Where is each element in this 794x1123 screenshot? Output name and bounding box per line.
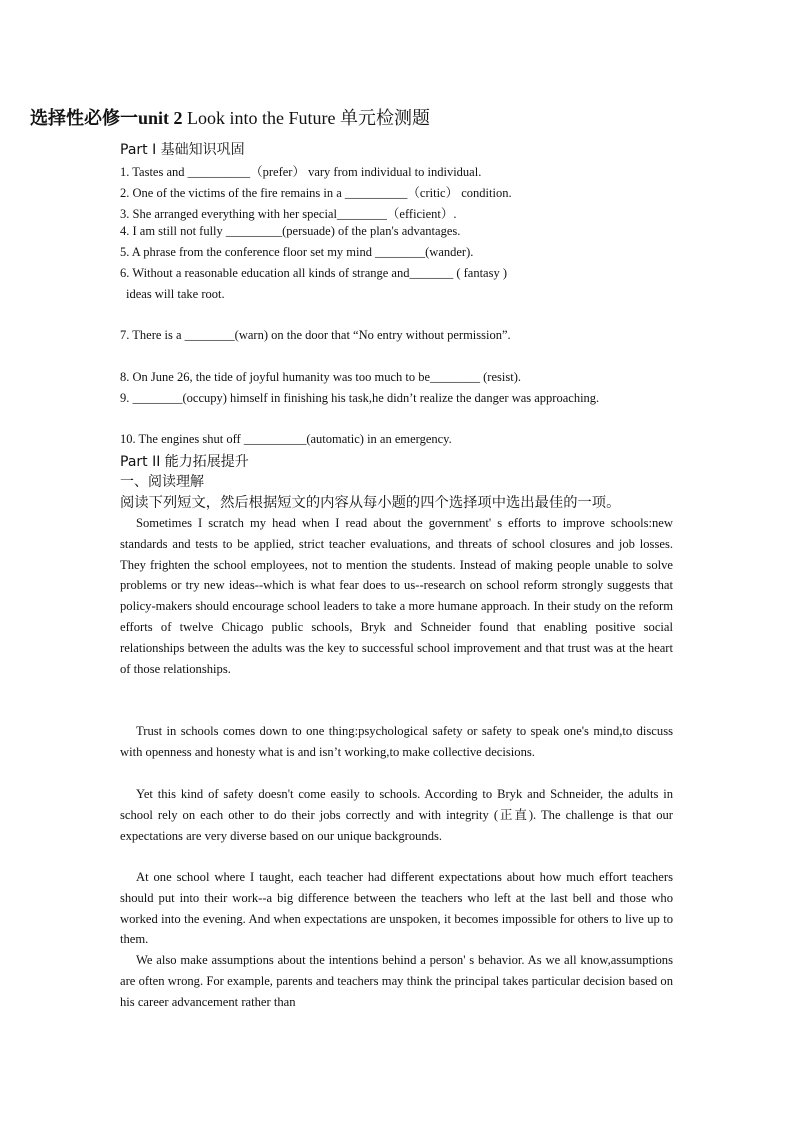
question-7: 7. There is a ________(warn) on the door that “No entry without permission”.: [120, 328, 511, 342]
question-6: 6. Without a reasonable education all kinds of strange and_______ ( fantasy ): [120, 266, 508, 280]
question-10: 10. The engines shut off __________(automatic) in an emergency.: [120, 432, 452, 446]
question-8: 8. On June 26, the tide of joyful humanity was too much to be________ (resist).: [120, 370, 521, 384]
passage-paragraph-1: Sometimes I scratch my head when I read about the government' s efforts to improve schools:new standards and tests to be applied, strict teacher evaluations, and threats of school closures and job losses. They frighten the school employees, not to mention the students. Instead of making people unable to solve problems or try new ideas--which is what fear does to us--research on school reform strongly suggests that policy-makers should encourage school leaders to take a more humane approach. In their study on the reform efforts of twelve Chicago public schools, Bryk and Schneider found that enabling positive social relationships between the adults was the key to successful school improvement and that trust was at the heart of those relationships.: [120, 516, 673, 676]
passage-paragraph-4: At one school where I taught, each teacher had different expectations about how much effort teachers should put into their work--a big difference between the teachers who left at the last bell and those who worked into the evening. And when expectations are unspoken, it becomes impossible for others to live up to them.: [120, 870, 673, 947]
passage-paragraph-5: We also make assumptions about the intentions behind a person' s behavior. As we all know,assumptions are often wrong. For example, parents and teachers may think the principal takes particular decision based on his career advancement rather than: [120, 953, 673, 1009]
section-reading-heading: 一、阅读理解: [120, 474, 204, 490]
question-3: 3. She arranged everything with her special________（efficient）.: [120, 207, 457, 221]
title-cn-prefix: 选择性必修一: [30, 108, 138, 129]
question-4: 4. I am still not fully _________(persuade) of the plan's advantages.: [120, 224, 461, 238]
reading-instruction: 阅读下列短文，然后根据短文的内容从每小题的四个选择项中选出最佳的一项。: [120, 495, 621, 511]
document-title: [30, 104, 550, 130]
question-6-continued: ideas will take root.: [126, 287, 225, 301]
question-1: 1. Tastes and __________（prefer） vary from individual to individual.: [120, 165, 482, 179]
passage-paragraph-2: Trust in schools comes down to one thing:psychological safety or safety to speak one's mind,to discuss with openness and honesty what is and isn’t working,to make collective decisions.: [120, 724, 673, 759]
title-cn-suffix: 单元检测题: [340, 108, 431, 129]
title-unit: unit 2: [138, 108, 183, 128]
passage-paragraph-3: Yet this kind of safety doesn't come easily to schools. According to Bryk and Schneider, the adults in school rely on each other to do their jobs correctly and with integrity (正直). The challenge is that our expectations are very diverse based on our unique backgrounds.: [120, 787, 673, 843]
title-rest: Look into the Future: [182, 108, 336, 128]
question-2: 2. One of the victims of the fire remains in a __________（critic） condition.: [120, 186, 512, 200]
question-9: 9. ________(occupy) himself in finishing his task,he didn’t realize the danger was approaching.: [120, 391, 600, 405]
part2-heading: Part II 能力拓展提升: [120, 454, 249, 470]
part1-heading: Part I 基础知识巩固: [120, 142, 245, 158]
question-5: 5. A phrase from the conference floor set my mind ________(wander).: [120, 245, 474, 259]
